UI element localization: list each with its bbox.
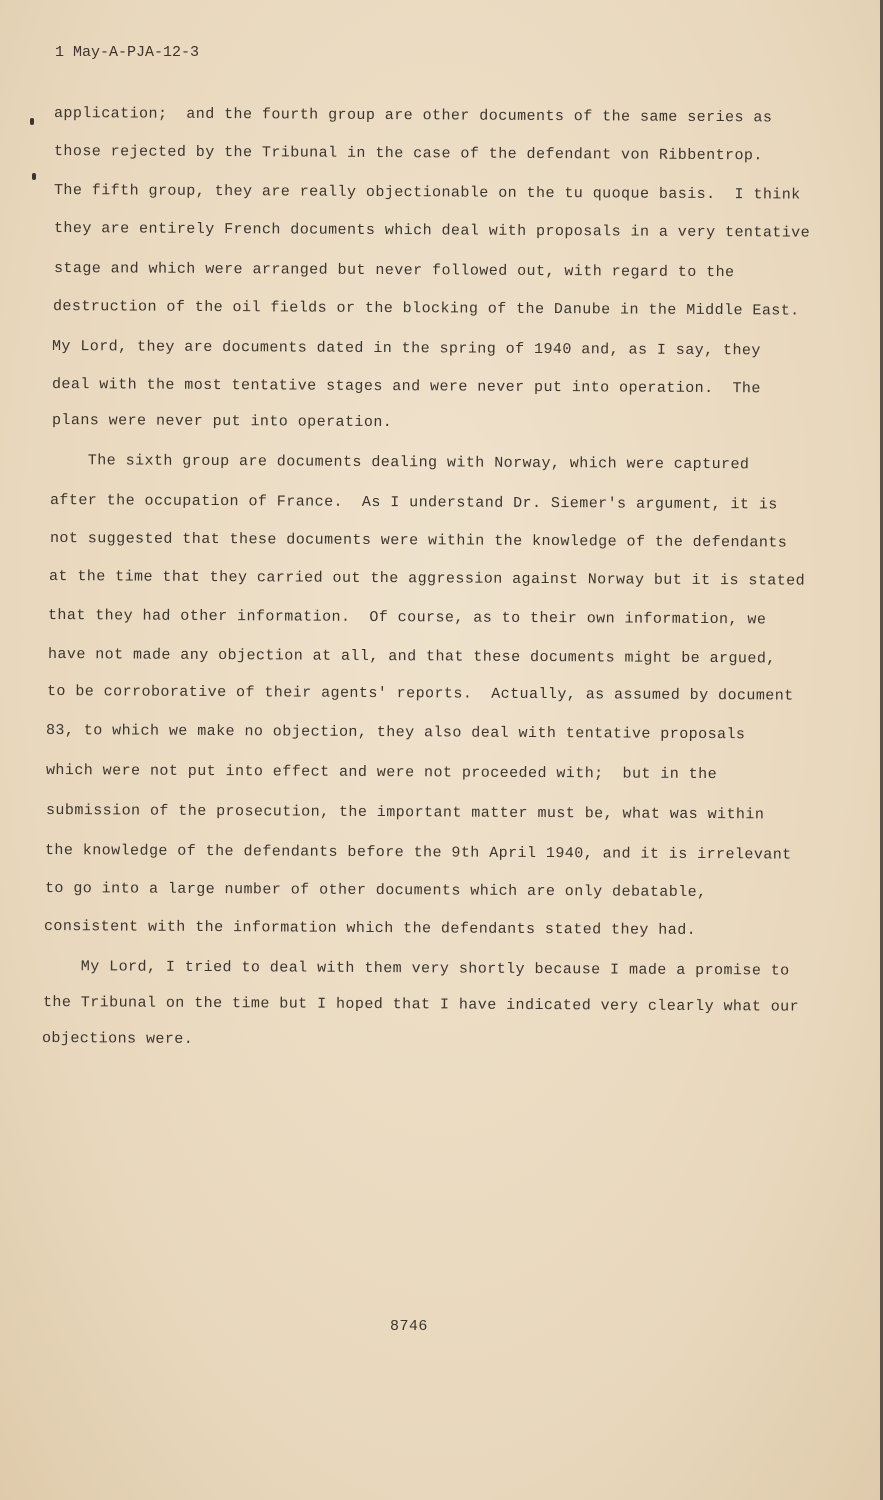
text-line: those rejected by the Tribunal in the case of the defendant von Ribbentrop.: [53, 143, 763, 165]
text-line: deal with the most tentative stages and were never put into operation. The: [51, 376, 761, 398]
text-line: The fifth group, they are really objectionable on the tu quoque basis. I think: [53, 182, 801, 204]
text-line: the knowledge of the defendants before the 9th April 1940, and it is irrelevant: [44, 842, 792, 864]
text-line: after the occupation of France. As I understand Dr. Siemer's argument, it is: [49, 492, 778, 514]
text-line: 83, to which we make no objection, they also deal with tentative proposals: [45, 722, 746, 744]
text-line: stage and which were arranged but never followed out, with regard to the: [53, 260, 735, 282]
margin-mark: [30, 118, 34, 125]
text-line: to go into a large number of other documents which are only debatable,: [44, 880, 707, 902]
text-line: destruction of the oil fields or the blocking of the Danube in the Middle East.: [52, 298, 800, 320]
text-line: which were not put into effect and were not proceeded with; but in the: [45, 762, 718, 784]
text-line: My Lord, they are documents dated in the spring of 1940 and, as I say, they: [51, 338, 761, 360]
text-line: application; and the fourth group are other documents of the same series as: [53, 105, 773, 127]
page-number: 8746: [390, 1318, 428, 1335]
text-line: plans were never put into operation.: [51, 412, 393, 432]
text-line: the Tribunal on the time but I hoped that I have indicated very clearly what our: [42, 994, 800, 1016]
text-line: submission of the prosecution, the important matter must be, what was within: [45, 802, 765, 824]
text-line: they are entirely French documents which deal with proposals in a very tentative: [53, 220, 811, 242]
text-line: not suggested that these documents were within the knowledge of the defendants: [49, 530, 788, 552]
text-line: objections were.: [41, 1030, 194, 1048]
text-line: at the time that they carried out the aggression against Norway but it is stated: [48, 568, 806, 590]
document-reference-header: 1 May-A-PJA-12-3: [55, 44, 200, 61]
text-line: consistent with the information which the defendants stated they had.: [43, 918, 697, 939]
text-line: that they had other information. Of course, as to their own information, we: [47, 607, 767, 629]
text-line: to be corroborative of their agents' reports. Actually, as assumed by document: [46, 683, 794, 705]
margin-mark: [32, 173, 36, 180]
text-line: The sixth group are documents dealing with Norway, which were captured: [49, 452, 750, 474]
text-line: have not made any objection at all, and that these documents might be argued,: [47, 646, 776, 668]
text-line: My Lord, I tried to deal with them very shortly because I made a promise to: [42, 958, 790, 980]
